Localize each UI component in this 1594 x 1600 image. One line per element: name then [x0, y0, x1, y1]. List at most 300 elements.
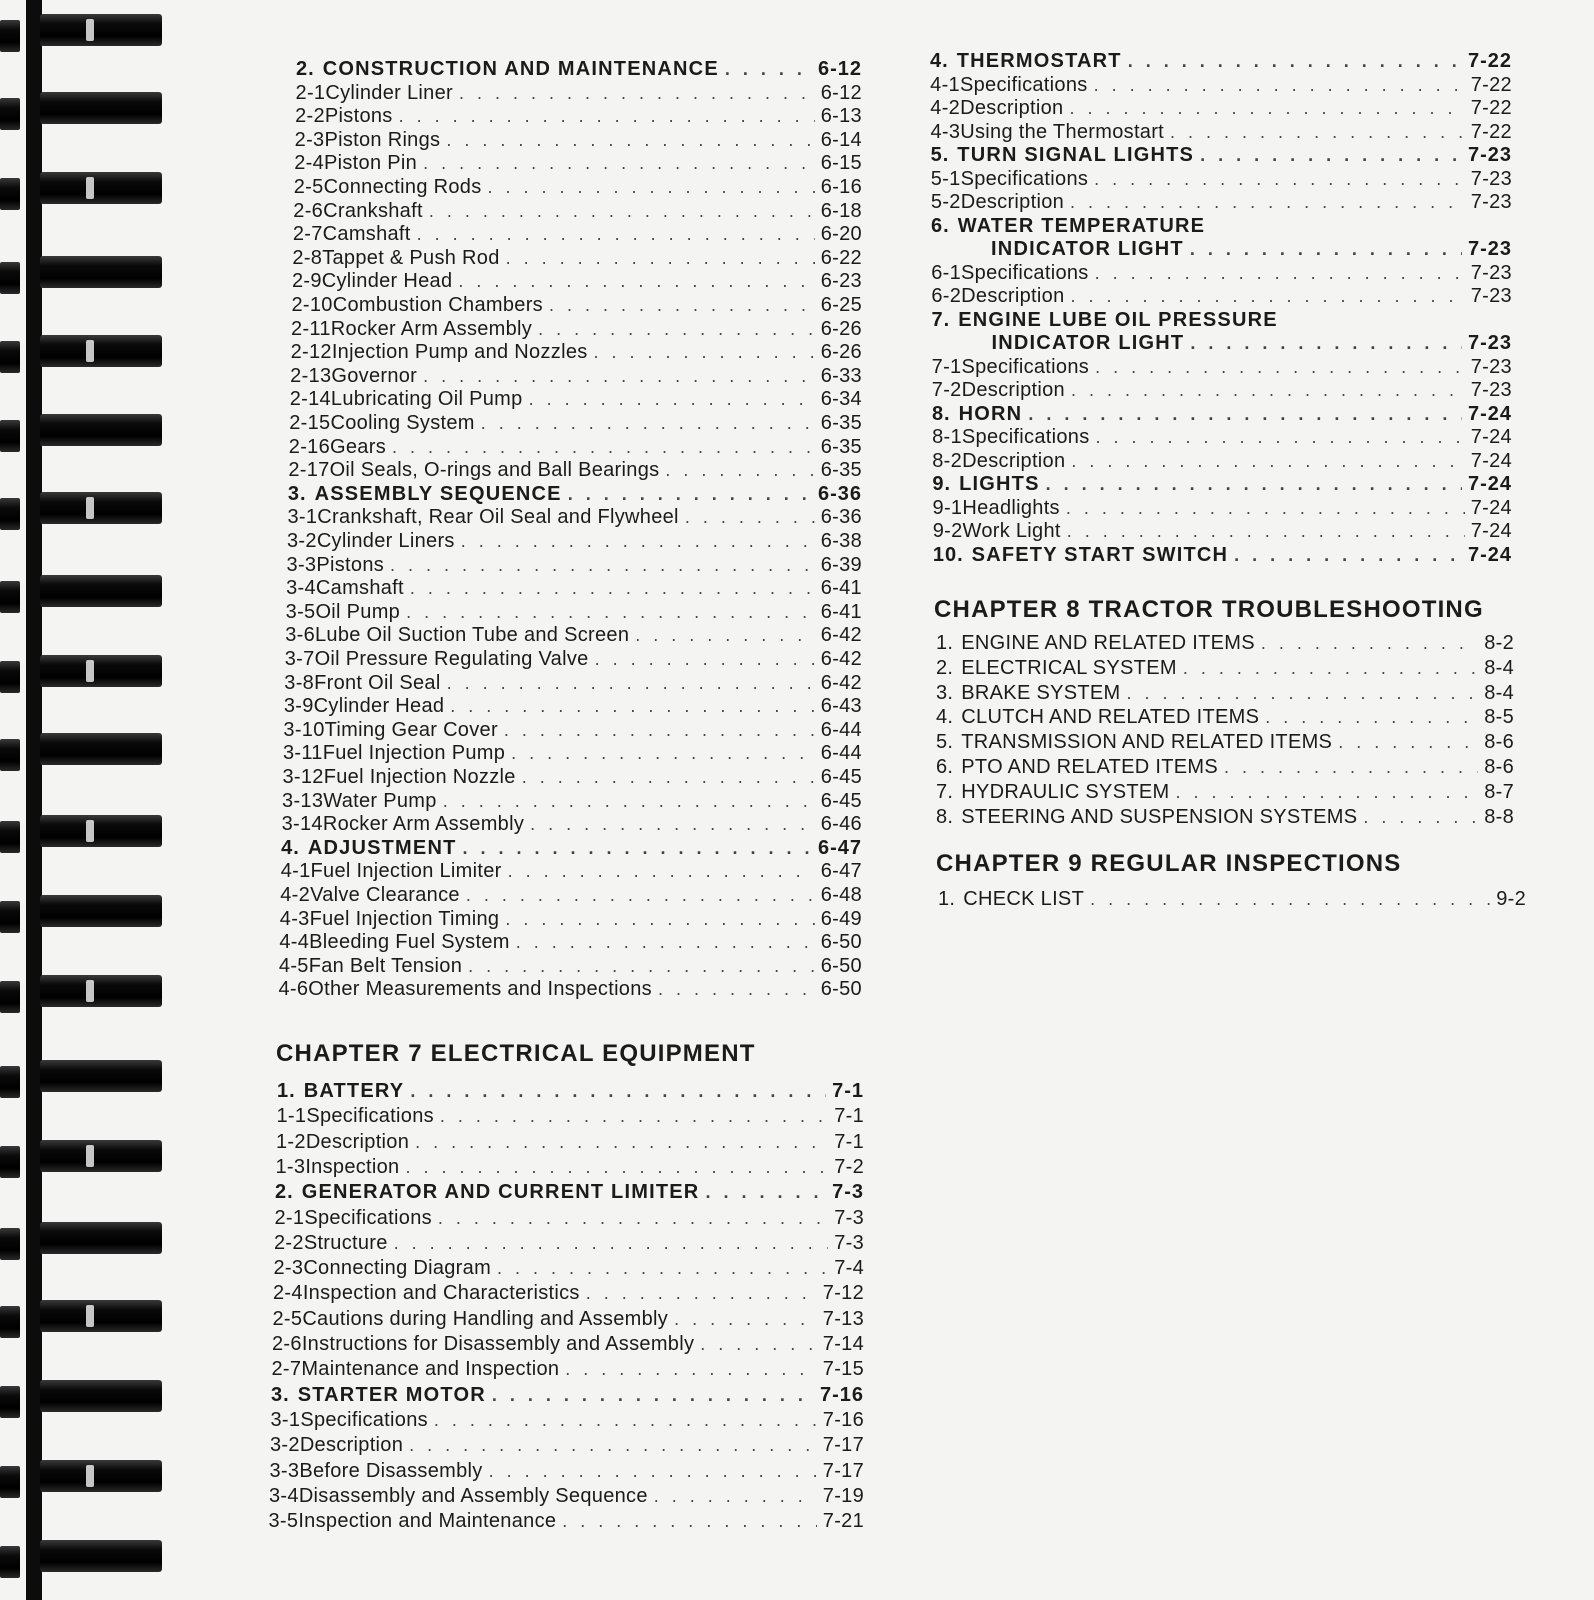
toc-entry-title: Structure [303, 1231, 388, 1254]
toc-entry-page: 7-23 [1470, 191, 1512, 213]
dot-leader [410, 1081, 826, 1102]
dot-leader [438, 1208, 828, 1229]
dot-leader [468, 956, 815, 977]
binding-glint [86, 19, 94, 41]
toc-entry[interactable] [270, 1434, 864, 1460]
toc-entry-number: 2-8 [292, 246, 323, 269]
dot-leader [674, 1309, 817, 1330]
toc-entry[interactable] [931, 215, 1205, 241]
toc-entry-title: Description [960, 97, 1064, 119]
toc-entry-title: Oil Pressure Regulating Valve [314, 648, 589, 670]
toc-entry-title: Oil Seals, O-rings and Ball Bearings [329, 459, 660, 482]
toc-entry[interactable] [289, 436, 862, 462]
toc-entry-title: Timing Gear Cover [324, 718, 498, 741]
toc-entry-page: 6-50 [820, 954, 862, 977]
toc-entry-number: 7. [936, 780, 954, 803]
binding-coil-back [0, 498, 20, 530]
dot-leader [409, 1435, 817, 1456]
toc-entry[interactable] [930, 74, 1512, 100]
toc-entry[interactable] [272, 1358, 865, 1384]
binding-coil-back [0, 661, 20, 693]
dot-leader [497, 1258, 828, 1279]
toc-entry-page: 6-36 [817, 482, 862, 505]
dot-leader [516, 932, 815, 953]
toc-entry[interactable] [936, 657, 1514, 683]
toc-entry[interactable] [282, 790, 862, 816]
toc-entry-page: 7-16 [822, 1408, 864, 1431]
dot-leader [463, 838, 812, 859]
chapter-heading: CHAPTER 9 REGULAR INSPECTIONS [936, 850, 1402, 877]
toc-entry-page: 7-22 [1467, 50, 1512, 72]
toc-entry[interactable] [932, 473, 1512, 499]
toc-entry-title: Connecting Diagram [303, 1257, 492, 1280]
toc-entry[interactable] [286, 601, 862, 627]
toc-entry[interactable] [291, 341, 862, 367]
binding-coil [40, 256, 162, 288]
toc-entry-number: 9-1 [932, 496, 963, 519]
dot-leader [1096, 427, 1465, 448]
toc-entry-title: Instructions for Disassembly and Assembly [301, 1333, 695, 1355]
toc-entry-title: Fuel Injection Nozzle [323, 766, 516, 788]
toc-entry-page: 6-26 [820, 341, 862, 364]
toc-entry-page: 7-23 [1470, 379, 1512, 401]
toc-entry-title: Work Light [962, 520, 1061, 542]
toc-entry-page: 8-4 [1484, 681, 1514, 704]
toc-entry-title: Description [961, 285, 1065, 307]
toc-entry[interactable] [273, 1282, 864, 1308]
toc-entry[interactable] [295, 105, 862, 131]
toc-entry[interactable] [930, 50, 1512, 76]
binding-coil [40, 1140, 162, 1172]
dot-leader [1095, 357, 1465, 378]
toc-entry[interactable] [296, 82, 862, 108]
toc-entry[interactable] [938, 888, 1526, 914]
toc-entry[interactable] [936, 756, 1514, 782]
toc-entry-title: Fuel Injection Limiter [310, 860, 502, 883]
toc-entry[interactable] [278, 978, 862, 1004]
toc-entry[interactable] [288, 459, 862, 485]
toc-entry-title: Fan Belt Tension [308, 954, 463, 977]
toc-entry-page: 7-3 [834, 1231, 864, 1254]
toc-entry[interactable] [274, 1232, 864, 1258]
binding-coil-back [0, 581, 20, 613]
dot-leader [410, 578, 815, 599]
toc-entry[interactable] [292, 270, 862, 296]
toc-entry-title: Specifications [304, 1206, 432, 1229]
toc-entry-number: 1. [936, 632, 954, 654]
toc-entry-page: 8-7 [1484, 780, 1514, 803]
toc-entry-page: 6-41 [820, 600, 862, 623]
toc-entry-title: LIGHTS [959, 473, 1040, 495]
dot-leader [565, 1359, 816, 1380]
toc-entry-title: Pistons [324, 105, 393, 128]
binding-coil-back [0, 1146, 20, 1178]
binding-coil-back [0, 1228, 20, 1260]
toc-entry[interactable] [936, 731, 1514, 757]
binding-glint [86, 177, 94, 199]
toc-entry[interactable] [930, 121, 1512, 147]
toc-entry-page: 7-4 [834, 1257, 864, 1280]
toc-entry-title: Maintenance and Inspection [301, 1358, 560, 1381]
toc-entry[interactable] [291, 318, 862, 344]
toc-entry[interactable] [270, 1460, 865, 1486]
dot-leader [481, 413, 815, 434]
dot-leader [1224, 757, 1478, 778]
toc-entry[interactable] [292, 247, 862, 273]
toc-entry-page: 7-24 [1470, 520, 1512, 542]
binding-coil [40, 1222, 162, 1254]
toc-entry[interactable] [292, 294, 863, 320]
dot-leader [405, 1157, 828, 1178]
toc-entry-number: 3-4 [269, 1484, 299, 1507]
toc-entry-number: 1. [277, 1080, 296, 1102]
toc-entry-page: 6-48 [820, 884, 862, 906]
toc-entry-title: PTO AND RELATED ITEMS [961, 756, 1219, 778]
dot-leader [549, 295, 815, 316]
dot-leader [1071, 286, 1465, 307]
toc-entry[interactable] [269, 1485, 864, 1511]
toc-entry-number: 2-14 [289, 388, 331, 411]
toc-entry-title: Bleeding Fuel System [309, 931, 510, 954]
dot-leader [658, 979, 815, 1000]
toc-entry-number: 3-3 [269, 1459, 300, 1482]
toc-entry-title: ADJUSTMENT [307, 836, 457, 859]
toc-entry-page: 6-47 [820, 860, 862, 883]
dot-leader [392, 437, 815, 458]
toc-entry-number: 4. [930, 50, 949, 72]
toc-entry-number: 3-14 [281, 813, 323, 836]
toc-entry-title: Inspection and Maintenance [298, 1510, 557, 1533]
toc-entry-page: 7-24 [1470, 496, 1512, 519]
dot-leader [508, 861, 815, 882]
toc-entry-title: GENERATOR AND CURRENT LIMITER [301, 1181, 700, 1204]
toc-entry-number: 3-1 [287, 506, 318, 529]
toc-entry-continuation[interactable] [991, 238, 1512, 264]
toc-entry-number: 2-1 [274, 1206, 305, 1229]
toc-entry[interactable] [932, 379, 1512, 405]
dot-leader [443, 791, 815, 812]
dot-leader [1094, 75, 1465, 96]
toc-entry-page: 7-3 [834, 1206, 864, 1229]
toc-entry[interactable] [933, 520, 1512, 546]
toc-entry[interactable] [933, 544, 1512, 570]
toc-entry-number: 2-6 [272, 1333, 302, 1355]
toc-entry-number: 5. [930, 144, 950, 166]
dot-leader [394, 1233, 829, 1254]
toc-entry[interactable] [279, 931, 862, 957]
toc-entry-page: 7-21 [822, 1510, 864, 1533]
toc-entry[interactable] [287, 530, 862, 556]
toc-entry-page: 6-36 [820, 506, 862, 529]
toc-entry-number: 8-2 [932, 449, 963, 472]
toc-entry-number: 4-4 [279, 931, 310, 954]
dot-leader [595, 649, 815, 670]
binding-coil [40, 1300, 162, 1332]
binding-coil [40, 655, 162, 687]
dot-leader [390, 555, 815, 576]
dot-leader [1261, 633, 1478, 654]
toc-entry-title-continuation: INDICATOR LIGHT [991, 332, 1185, 354]
toc-entry-number: 4-2 [280, 884, 311, 906]
toc-entry-number: 2-11 [291, 317, 331, 340]
toc-entry-title: Connecting Rods [323, 176, 482, 198]
toc-entry[interactable] [280, 884, 862, 910]
toc-entry-page: 7-12 [822, 1282, 864, 1305]
toc-entry-title: BATTERY [303, 1080, 405, 1102]
toc-entry[interactable] [283, 719, 862, 745]
dot-leader [538, 319, 815, 340]
toc-entry[interactable] [282, 813, 862, 839]
toc-entry-number: 4. [281, 836, 300, 859]
dot-leader [568, 484, 812, 505]
toc-entry-number: 2-13 [290, 364, 332, 387]
dot-leader [1200, 145, 1462, 166]
toc-entry[interactable] [931, 144, 1512, 170]
toc-entry-page: 6-43 [820, 695, 862, 718]
toc-entry-title: Water Pump [323, 789, 437, 812]
toc-entry[interactable] [296, 58, 862, 84]
dot-leader [562, 1511, 816, 1532]
toc-entry-title: Rocker Arm Assembly [322, 813, 525, 836]
toc-entry[interactable] [283, 766, 863, 792]
dot-leader [594, 342, 815, 363]
toc-entry[interactable] [294, 152, 862, 178]
toc-entry[interactable] [931, 285, 1512, 311]
toc-entry-title: Description [961, 379, 1065, 401]
toc-entry-page: 6-35 [820, 435, 862, 458]
toc-entry-number: 2-2 [274, 1231, 304, 1254]
toc-entry-page: 6-44 [820, 718, 862, 741]
toc-entry-number: 3-2 [287, 530, 317, 552]
toc-entry-number: 4. [936, 706, 954, 729]
toc-entry-title: Cautions during Handling and Assembly [302, 1307, 669, 1330]
toc-entry-number: 9. [932, 473, 952, 495]
toc-entry-continuation[interactable] [992, 332, 1513, 358]
toc-entry[interactable] [930, 97, 1512, 123]
binding-coil-back [0, 1466, 20, 1498]
toc-entry-page: 8-2 [1484, 632, 1514, 654]
toc-entry-number: 2-10 [291, 294, 333, 316]
toc-entry-title: BRAKE SYSTEM [961, 681, 1121, 704]
toc-entry[interactable] [284, 695, 862, 721]
toc-entry-number: 7-1 [931, 355, 962, 378]
toc-entry[interactable] [293, 200, 862, 226]
dot-leader [1028, 404, 1462, 425]
dot-leader [1067, 521, 1465, 542]
dot-leader [489, 1461, 817, 1482]
toc-entry[interactable] [275, 1181, 864, 1207]
toc-entry[interactable] [295, 129, 862, 155]
toc-entry-number: 3-10 [283, 718, 325, 741]
toc-entry-title: Before Disassembly [299, 1459, 483, 1482]
dot-leader [725, 59, 812, 80]
toc-entry-page: 7-23 [1470, 355, 1512, 378]
toc-entry-page: 7-22 [1470, 73, 1512, 96]
toc-entry-number: 2-6 [293, 199, 324, 222]
toc-entry[interactable] [293, 223, 862, 249]
toc-entry[interactable] [276, 1131, 864, 1157]
toc-entry-number: 2-17 [288, 459, 330, 482]
toc-entry-title: Rocker Arm Assembly [330, 317, 533, 340]
toc-entry[interactable] [272, 1333, 864, 1359]
dot-leader [1094, 169, 1465, 190]
toc-entry[interactable] [936, 682, 1514, 708]
toc-entry-page: 6-42 [820, 648, 862, 670]
binding-coil [40, 975, 162, 1007]
toc-entry-title: Fuel Injection Pump [322, 742, 506, 765]
toc-entry-page: 7-24 [1470, 426, 1512, 448]
binding-coil-back [0, 420, 20, 452]
toc-entry-title: Cylinder Head [321, 270, 453, 293]
toc-entry-number: 4-2 [930, 97, 961, 119]
toc-entry[interactable] [936, 806, 1514, 832]
toc-entry-page: 6-12 [817, 58, 862, 80]
toc-entry-page: 6-42 [820, 671, 862, 694]
toc-entry-title: TRANSMISSION AND RELATED ITEMS [961, 731, 1333, 754]
toc-entry-page: 6-35 [820, 459, 862, 482]
toc-entry-title: ASSEMBLY SEQUENCE [314, 482, 562, 505]
toc-entry-title: ENGINE AND RELATED ITEMS [961, 632, 1255, 654]
dot-leader [492, 1385, 814, 1406]
toc-entry[interactable] [285, 624, 862, 650]
toc-entry[interactable] [277, 1105, 865, 1131]
toc-entry-page: 8-6 [1484, 731, 1514, 754]
toc-entry-title: Piston Rings [324, 128, 441, 151]
toc-entry[interactable] [289, 412, 862, 438]
dot-leader [586, 1283, 817, 1304]
toc-entry[interactable] [273, 1308, 865, 1334]
toc-entry-title: Inspection [305, 1155, 400, 1178]
toc-entry[interactable] [276, 1156, 865, 1182]
binding-glint [86, 1465, 94, 1487]
toc-entry-number: 3-6 [285, 624, 315, 647]
toc-entry[interactable] [275, 1207, 865, 1233]
toc-entry-page: 7-24 [1470, 449, 1512, 472]
toc-entry-number: 3-5 [285, 600, 316, 623]
toc-entry[interactable] [281, 860, 862, 886]
binding-coil [40, 492, 162, 524]
toc-entry[interactable] [290, 365, 862, 391]
toc-entry[interactable] [281, 837, 862, 863]
toc-entry[interactable] [290, 388, 862, 414]
toc-entry-number: 4-5 [278, 954, 309, 977]
toc-entry[interactable] [933, 497, 1512, 523]
binding-coil-back [0, 341, 20, 373]
toc-entry-page: 6-38 [820, 530, 862, 552]
dot-leader [446, 130, 814, 151]
dot-leader [522, 767, 815, 788]
toc-entry-number: 2-4 [294, 152, 324, 175]
toc-entry-number: 3-8 [284, 671, 315, 694]
toc-entry-title: Pistons [316, 553, 385, 576]
toc-entry-number: 5-2 [930, 191, 961, 213]
toc-entry-number: 2. [296, 58, 315, 80]
toc-entry[interactable] [932, 426, 1512, 452]
dot-leader [1066, 498, 1465, 519]
toc-entry[interactable] [280, 908, 862, 934]
toc-entry-title: Gears [330, 435, 386, 458]
toc-entry[interactable] [287, 506, 862, 532]
toc-entry[interactable] [931, 191, 1512, 217]
toc-entry[interactable] [932, 309, 1278, 335]
toc-entry-title: Crankshaft, Rear Oil Seal and Flywheel [317, 506, 679, 529]
toc-entry-page: 6-44 [820, 742, 862, 765]
toc-entry[interactable] [288, 483, 862, 509]
toc-entry-page: 7-17 [822, 1434, 864, 1457]
toc-entry-page: 6-18 [820, 199, 862, 222]
dot-leader [459, 83, 815, 104]
toc-entry-page: 7-24 [1467, 402, 1512, 425]
toc-entry[interactable] [936, 781, 1514, 807]
toc-entry[interactable] [285, 648, 862, 674]
toc-entry-page: 7-1 [834, 1105, 864, 1128]
toc-entry[interactable] [287, 554, 862, 580]
toc-entry-page: 6-49 [820, 907, 862, 930]
toc-entry-number: 2-12 [290, 341, 332, 364]
toc-entry-title: Disassembly and Assembly Sequence [298, 1484, 648, 1507]
toc-entry-number: 6-1 [931, 261, 961, 284]
toc-entry[interactable] [284, 672, 862, 698]
dot-leader [1046, 474, 1462, 495]
toc-entry-page: 7-14 [822, 1333, 864, 1355]
toc-entry[interactable] [286, 577, 862, 603]
toc-entry-number: 3-3 [286, 553, 317, 576]
dot-leader [447, 673, 815, 694]
toc-entry-title: Specifications [961, 261, 1089, 284]
binding-coil [40, 172, 162, 204]
toc-entry[interactable] [277, 1080, 864, 1106]
toc-entry[interactable] [936, 632, 1514, 658]
toc-entry[interactable] [271, 1409, 865, 1435]
toc-entry-number: 1-2 [276, 1130, 306, 1153]
toc-entry-number: 2-3 [294, 128, 325, 151]
toc-entry[interactable] [283, 742, 862, 768]
binding-coil [40, 733, 162, 765]
toc-entry[interactable] [274, 1257, 865, 1283]
toc-entry[interactable] [931, 168, 1512, 194]
toc-entry-page: 7-19 [822, 1484, 864, 1507]
dot-leader [506, 248, 815, 269]
toc-entry[interactable] [932, 356, 1512, 382]
dot-leader [529, 389, 815, 410]
toc-entry[interactable] [294, 176, 862, 202]
toc-entry[interactable] [271, 1384, 864, 1410]
dot-leader [665, 460, 814, 481]
dot-leader [1071, 380, 1465, 401]
toc-entry[interactable] [932, 450, 1512, 476]
dot-leader [1126, 683, 1478, 704]
toc-entry-title: Cylinder Liners [316, 530, 455, 552]
binding-coil [40, 895, 162, 927]
toc-entry-title: STEERING AND SUSPENSION SYSTEMS [961, 805, 1358, 828]
toc-entry[interactable] [279, 955, 862, 981]
binding-coil-back [0, 1306, 20, 1338]
dot-leader [685, 507, 815, 528]
toc-entry-page: 7-23 [1467, 332, 1512, 354]
toc-entry-page: 7-22 [1470, 97, 1512, 119]
binding-glint [86, 497, 94, 519]
toc-entry[interactable] [931, 262, 1512, 288]
toc-entry-number: 3-7 [284, 648, 315, 670]
toc-entry-page: 7-23 [1470, 167, 1512, 190]
toc-entry-title: Injection Pump and Nozzles [331, 341, 588, 364]
dot-leader [530, 814, 815, 835]
toc-entry[interactable] [936, 706, 1514, 732]
toc-entry[interactable] [269, 1510, 865, 1536]
toc-entry-page: 6-16 [820, 176, 862, 198]
toc-entry[interactable] [932, 403, 1512, 429]
toc-entry-number: 6. [936, 756, 954, 778]
